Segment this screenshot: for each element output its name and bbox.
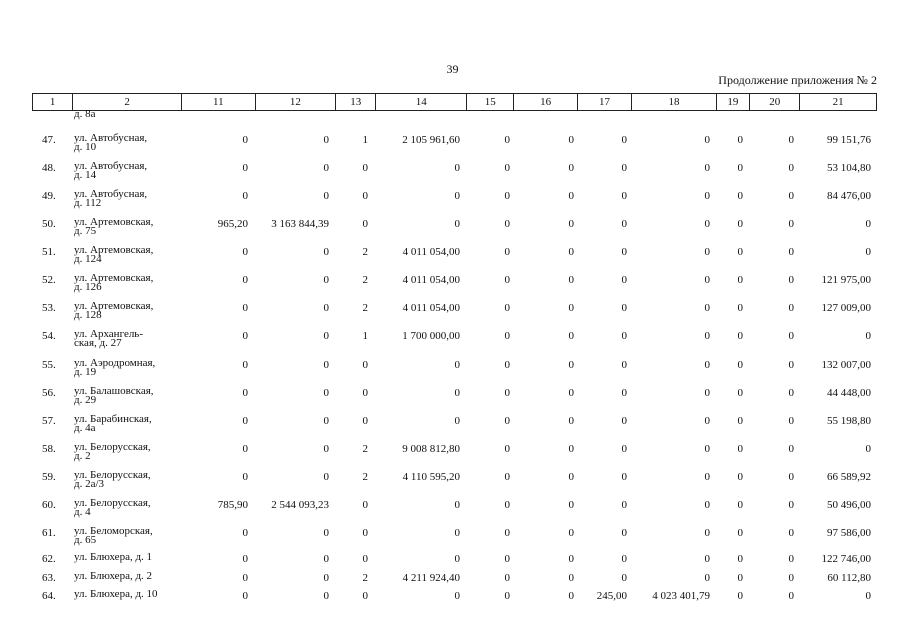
value-cell-col-13: 2 [362,571,368,584]
column-header: 2 [73,94,182,111]
value-cell-col-11: 0 [242,190,248,203]
value-cell-col-19: 0 [737,498,743,511]
value-cell-col-21: 127 009,00 [821,302,871,315]
value-cell-col-18: 0 [704,358,710,371]
value-cell-col-14: 4 110 595,20 [402,470,460,483]
row-number-cell: 61. [42,526,56,539]
value-cell-col-12: 0 [323,553,329,566]
address-cell [74,590,184,599]
value-cell-col-11: 965,20 [217,218,248,231]
address-cell [74,356,184,378]
row-number-cell: 48. [42,162,56,175]
value-cell-col-13: 2 [362,246,368,259]
value-cell-col-15: 0 [504,246,510,259]
value-cell-col-15: 0 [504,590,510,603]
row-number-cell: 51. [42,246,56,259]
value-cell-col-15: 0 [504,470,510,483]
value-cell-col-21: 0 [865,590,871,603]
row-number-cell: 58. [42,442,56,455]
value-cell-col-13: 2 [362,274,368,287]
value-cell-col-11: 0 [242,386,248,399]
address-cell [74,384,184,406]
column-header-table [32,93,877,111]
value-cell-col-17: 0 [621,162,627,175]
value-cell-col-20: 0 [788,330,794,343]
value-cell-col-21: 99 151,76 [827,134,871,146]
value-cell-col-14: 0 [454,190,460,203]
value-cell-col-15: 0 [504,571,510,584]
value-cell-col-14: 0 [454,162,460,175]
value-cell-col-20: 0 [788,190,794,203]
value-cell-col-18: 0 [704,526,710,539]
value-cell-col-18: 0 [704,134,710,146]
address-cell [74,440,184,462]
value-cell-col-21: 132 007,00 [821,358,871,371]
value-cell-col-13: 0 [362,553,368,566]
value-cell-col-17: 0 [621,274,627,287]
address-line: ул. Белорусская, [74,468,151,481]
column-header: 21 [800,94,877,111]
value-cell-col-13: 0 [362,162,368,175]
value-cell-col-11: 0 [242,590,248,603]
address-line: ская, д. 27 [74,337,122,350]
value-cell-col-20: 0 [788,590,794,603]
value-cell-col-11: 0 [242,571,248,584]
address-line: д. 2 [74,449,91,462]
value-cell-col-15: 0 [504,386,510,399]
value-cell-col-12: 2 544 093,23 [271,498,329,511]
value-cell-col-17: 0 [621,246,627,259]
table-row [0,356,905,387]
value-cell-col-13: 0 [362,414,368,427]
value-cell-col-18: 0 [704,246,710,259]
value-cell-col-14: 4 011 054,00 [402,302,460,315]
value-cell-col-12: 0 [323,571,329,584]
value-cell-col-14: 4 211 924,40 [402,571,460,584]
value-cell-col-12: 0 [323,470,329,483]
address-line: ул. Автобусная, [74,160,148,173]
address-line: ул. Беломорская, [74,524,153,537]
value-cell-col-13: 0 [362,358,368,371]
value-cell-col-18: 0 [704,498,710,511]
value-cell-col-17: 0 [621,134,627,146]
value-cell-col-17: 0 [621,302,627,315]
value-cell-col-14: 0 [454,526,460,539]
value-cell-col-17: 0 [621,553,627,566]
table-row [0,162,905,190]
value-cell-col-14: 0 [454,414,460,427]
value-cell-col-15: 0 [504,358,510,371]
row-number-cell: 55. [42,358,56,371]
address-cell [74,246,184,264]
value-cell-col-14: 1 700 000,00 [402,330,460,343]
value-cell-col-16: 0 [568,218,574,231]
value-cell-col-16: 0 [568,302,574,315]
value-cell-col-13: 0 [362,218,368,231]
value-cell-col-11: 785,90 [217,498,248,511]
value-cell-col-13: 0 [362,526,368,539]
address-line: ул. Архангель- [74,328,143,341]
value-cell-col-19: 0 [737,134,743,146]
value-cell-col-13: 2 [362,442,368,455]
address-cell [74,302,184,320]
value-cell-col-20: 0 [788,571,794,584]
value-cell-col-16: 0 [568,553,574,566]
column-header: 20 [750,94,800,111]
value-cell-col-12: 0 [323,134,329,146]
value-cell-col-18: 0 [704,274,710,287]
table-row [0,274,905,302]
value-cell-col-20: 0 [788,134,794,146]
value-cell-col-18: 0 [704,442,710,455]
address-line: ул. Блюхера, д. 1 [74,551,153,564]
value-cell-col-21: 97 586,00 [827,526,871,539]
value-cell-col-14: 0 [454,218,460,231]
value-cell-col-11: 0 [242,162,248,175]
table-row [0,134,905,162]
address-line: д. 124 [74,253,102,266]
value-cell-col-18: 0 [704,302,710,315]
address-line: ул. Артемовская, [74,216,154,229]
value-cell-col-19: 0 [737,162,743,175]
value-cell-col-20: 0 [788,358,794,371]
table-row [0,246,905,274]
value-cell-col-20: 0 [788,553,794,566]
column-header: 18 [632,94,717,111]
value-cell-col-16: 0 [568,246,574,259]
table-row [0,590,905,618]
table-row [0,496,905,527]
value-cell-col-15: 0 [504,414,510,427]
address-cell [74,496,184,518]
value-cell-col-16: 0 [568,358,574,371]
value-cell-col-19: 0 [737,442,743,455]
column-header: 15 [467,94,514,111]
value-cell-col-12: 0 [323,358,329,371]
address-line: ул. Артемовская, [74,272,154,285]
address-line: д. 128 [74,309,102,322]
value-cell-col-15: 0 [504,162,510,175]
address-line: д. 126 [74,281,102,294]
value-cell-col-15: 0 [504,218,510,231]
value-cell-col-19: 0 [737,274,743,287]
value-cell-col-12: 0 [323,526,329,539]
row-number-cell: 53. [42,302,56,315]
value-cell-col-16: 0 [568,571,574,584]
address-line: ул. Блюхера, д. 10 [74,588,158,601]
value-cell-col-20: 0 [788,274,794,287]
address-cell [74,524,184,546]
value-cell-col-15: 0 [504,498,510,511]
value-cell-col-21: 44 448,00 [827,386,871,399]
address-line: ул. Артемовская, [74,300,154,313]
value-cell-col-12: 0 [323,162,329,175]
value-cell-col-19: 0 [737,414,743,427]
address-line: ул. Аэродромная, [74,356,156,369]
value-cell-col-20: 0 [788,414,794,427]
value-cell-col-12: 0 [323,330,329,343]
value-cell-col-15: 0 [504,134,510,146]
value-cell-col-15: 0 [504,330,510,343]
row-number-cell: 54. [42,330,56,343]
value-cell-col-16: 0 [568,470,574,483]
value-cell-col-16: 0 [568,134,574,146]
row-number-cell: 64. [42,590,56,603]
address-line: ул. Артемовская, [74,244,154,257]
value-cell-col-20: 0 [788,498,794,511]
address-line: д. 14 [74,169,97,182]
address-line: ул. Балашовская, [74,384,154,397]
table-row [0,384,905,415]
value-cell-col-13: 1 [362,134,368,146]
address-line: ул. Блюхера, д. 2 [74,569,153,582]
value-cell-col-20: 0 [788,162,794,175]
address-line: д. 19 [74,365,97,378]
value-cell-col-16: 0 [568,162,574,175]
table-row [0,302,905,330]
column-header: 13 [336,94,376,111]
value-cell-col-21: 53 104,80 [827,162,871,175]
address-line: ул. Барабинская, [74,412,152,425]
value-cell-col-11: 0 [242,274,248,287]
row-number-cell: 47. [42,134,56,146]
value-cell-col-14: 0 [454,358,460,371]
value-cell-col-17: 0 [621,571,627,584]
value-cell-col-21: 0 [865,442,871,455]
value-cell-col-18: 0 [704,470,710,483]
page-number: 39 [446,62,459,76]
value-cell-col-17: 0 [621,498,627,511]
value-cell-col-15: 0 [504,442,510,455]
value-cell-col-12: 0 [323,302,329,315]
value-cell-col-14: 4 011 054,00 [402,274,460,287]
value-cell-col-11: 0 [242,330,248,343]
address-line: ул. Белорусская, [74,496,151,509]
row-number-cell: 63. [42,571,56,584]
value-cell-col-11: 0 [242,358,248,371]
address-cell [74,274,184,292]
row-number-cell: 56. [42,386,56,399]
value-cell-col-21: 60 112,80 [827,571,871,584]
value-cell-col-17: 0 [621,470,627,483]
value-cell-col-11: 0 [242,526,248,539]
row-number-cell: 62. [42,553,56,566]
value-cell-col-21: 0 [865,246,871,259]
table-row [0,468,905,499]
value-cell-col-13: 1 [362,330,368,343]
value-cell-col-17: 0 [621,414,627,427]
value-cell-col-11: 0 [242,302,248,315]
value-cell-col-15: 0 [504,553,510,566]
address-line: д. 2а/3 [74,477,105,490]
value-cell-col-11: 0 [242,553,248,566]
column-header: 12 [255,94,336,111]
address-line: д. 4 [74,505,91,518]
address-line: д. 65 [74,533,97,546]
value-cell-col-12: 0 [323,590,329,603]
address-line: д. 112 [74,197,102,210]
value-cell-col-11: 0 [242,246,248,259]
value-cell-col-12: 0 [323,190,329,203]
value-cell-col-18: 0 [704,414,710,427]
value-cell-col-20: 0 [788,246,794,259]
value-cell-col-13: 0 [362,386,368,399]
value-cell-col-14: 0 [454,498,460,511]
value-cell-col-17: 0 [621,330,627,343]
value-cell-col-17: 0 [621,526,627,539]
value-cell-col-18: 4 023 401,79 [652,590,710,603]
value-cell-col-14: 0 [454,590,460,603]
value-cell-col-20: 0 [788,470,794,483]
row-number-cell: 60. [42,498,56,511]
row-number-cell: 49. [42,190,56,203]
value-cell-col-19: 0 [737,302,743,315]
value-cell-col-14: 0 [454,386,460,399]
row-number-cell: 50. [42,218,56,231]
value-cell-col-15: 0 [504,190,510,203]
address-line: ул. Белорусская, [74,440,151,453]
value-cell-col-14: 9 008 812,80 [402,442,460,455]
value-cell-col-20: 0 [788,386,794,399]
address-line: д. 29 [74,393,97,406]
value-cell-col-19: 0 [737,470,743,483]
value-cell-col-21: 0 [865,330,871,343]
value-cell-col-19: 0 [737,246,743,259]
value-cell-col-14: 0 [454,553,460,566]
value-cell-col-20: 0 [788,526,794,539]
table-row [0,330,905,358]
value-cell-col-11: 0 [242,134,248,146]
value-cell-col-16: 0 [568,330,574,343]
value-cell-col-16: 0 [568,498,574,511]
value-cell-col-19: 0 [737,330,743,343]
value-cell-col-18: 0 [704,553,710,566]
value-cell-col-13: 2 [362,470,368,483]
value-cell-col-16: 0 [568,274,574,287]
value-cell-col-17: 0 [621,442,627,455]
value-cell-col-21: 50 496,00 [827,498,871,511]
value-cell-col-12: 3 163 844,39 [271,218,329,231]
row-number-cell: 52. [42,274,56,287]
continued-address-fragment: д. 8а [74,108,96,120]
value-cell-col-12: 0 [323,274,329,287]
value-cell-col-15: 0 [504,526,510,539]
value-cell-col-20: 0 [788,442,794,455]
value-cell-col-16: 0 [568,526,574,539]
value-cell-col-18: 0 [704,330,710,343]
value-cell-col-12: 0 [323,246,329,259]
value-cell-col-12: 0 [323,414,329,427]
address-cell [74,330,184,348]
value-cell-col-20: 0 [788,302,794,315]
value-cell-col-12: 0 [323,386,329,399]
value-cell-col-15: 0 [504,274,510,287]
value-cell-col-21: 84 476,00 [827,190,871,203]
value-cell-col-19: 0 [737,358,743,371]
table-row [0,440,905,471]
value-cell-col-17: 0 [621,190,627,203]
value-cell-col-19: 0 [737,571,743,584]
value-cell-col-15: 0 [504,302,510,315]
address-cell [74,553,184,562]
value-cell-col-11: 0 [242,470,248,483]
value-cell-col-11: 0 [242,414,248,427]
table-row [0,218,905,246]
value-cell-col-19: 0 [737,386,743,399]
value-cell-col-19: 0 [737,218,743,231]
value-cell-col-13: 0 [362,590,368,603]
value-cell-col-14: 2 105 961,60 [402,134,460,146]
column-header: 19 [716,94,749,111]
value-cell-col-17: 245,00 [596,590,627,603]
address-cell [74,468,184,490]
value-cell-col-16: 0 [568,190,574,203]
value-cell-col-18: 0 [704,190,710,203]
value-cell-col-20: 0 [788,218,794,231]
value-cell-col-19: 0 [737,526,743,539]
value-cell-col-16: 0 [568,442,574,455]
column-header: 11 [182,94,256,111]
column-header: 17 [577,94,631,111]
value-cell-col-18: 0 [704,386,710,399]
table-row [0,412,905,443]
column-header: 14 [376,94,467,111]
address-line: д. 4а [74,421,96,434]
address-cell [74,190,184,208]
value-cell-col-19: 0 [737,190,743,203]
value-cell-col-16: 0 [568,386,574,399]
column-header: 1 [33,94,73,111]
table-row [0,190,905,218]
address-cell [74,134,184,152]
value-cell-col-21: 121 975,00 [821,274,871,287]
address-line: ул. Автобусная, [74,132,148,144]
appendix-continuation-title: Продолжение приложения № 2 [718,73,877,87]
column-header: 16 [514,94,577,111]
value-cell-col-21: 66 589,92 [827,470,871,483]
row-number-cell: 57. [42,414,56,427]
value-cell-col-21: 0 [865,218,871,231]
value-cell-col-13: 0 [362,498,368,511]
value-cell-col-18: 0 [704,571,710,584]
value-cell-col-16: 0 [568,590,574,603]
value-cell-col-14: 4 011 054,00 [402,246,460,259]
address-cell [74,569,184,582]
row-number-cell: 59. [42,470,56,483]
value-cell-col-17: 0 [621,386,627,399]
address-line: д. 10 [74,141,97,153]
value-cell-col-21: 122 746,00 [821,553,871,566]
value-cell-col-13: 0 [362,190,368,203]
address-line: д. 75 [74,225,97,238]
value-cell-col-18: 0 [704,162,710,175]
value-cell-col-19: 0 [737,553,743,566]
value-cell-col-19: 0 [737,590,743,603]
value-cell-col-21: 55 198,80 [827,414,871,427]
address-cell [74,412,184,434]
value-cell-col-13: 2 [362,302,368,315]
value-cell-col-12: 0 [323,442,329,455]
value-cell-col-11: 0 [242,442,248,455]
value-cell-col-17: 0 [621,358,627,371]
value-cell-col-18: 0 [704,218,710,231]
address-line: ул. Автобусная, [74,188,148,201]
value-cell-col-17: 0 [621,218,627,231]
address-cell [74,162,184,180]
address-cell [74,218,184,236]
value-cell-col-16: 0 [568,414,574,427]
